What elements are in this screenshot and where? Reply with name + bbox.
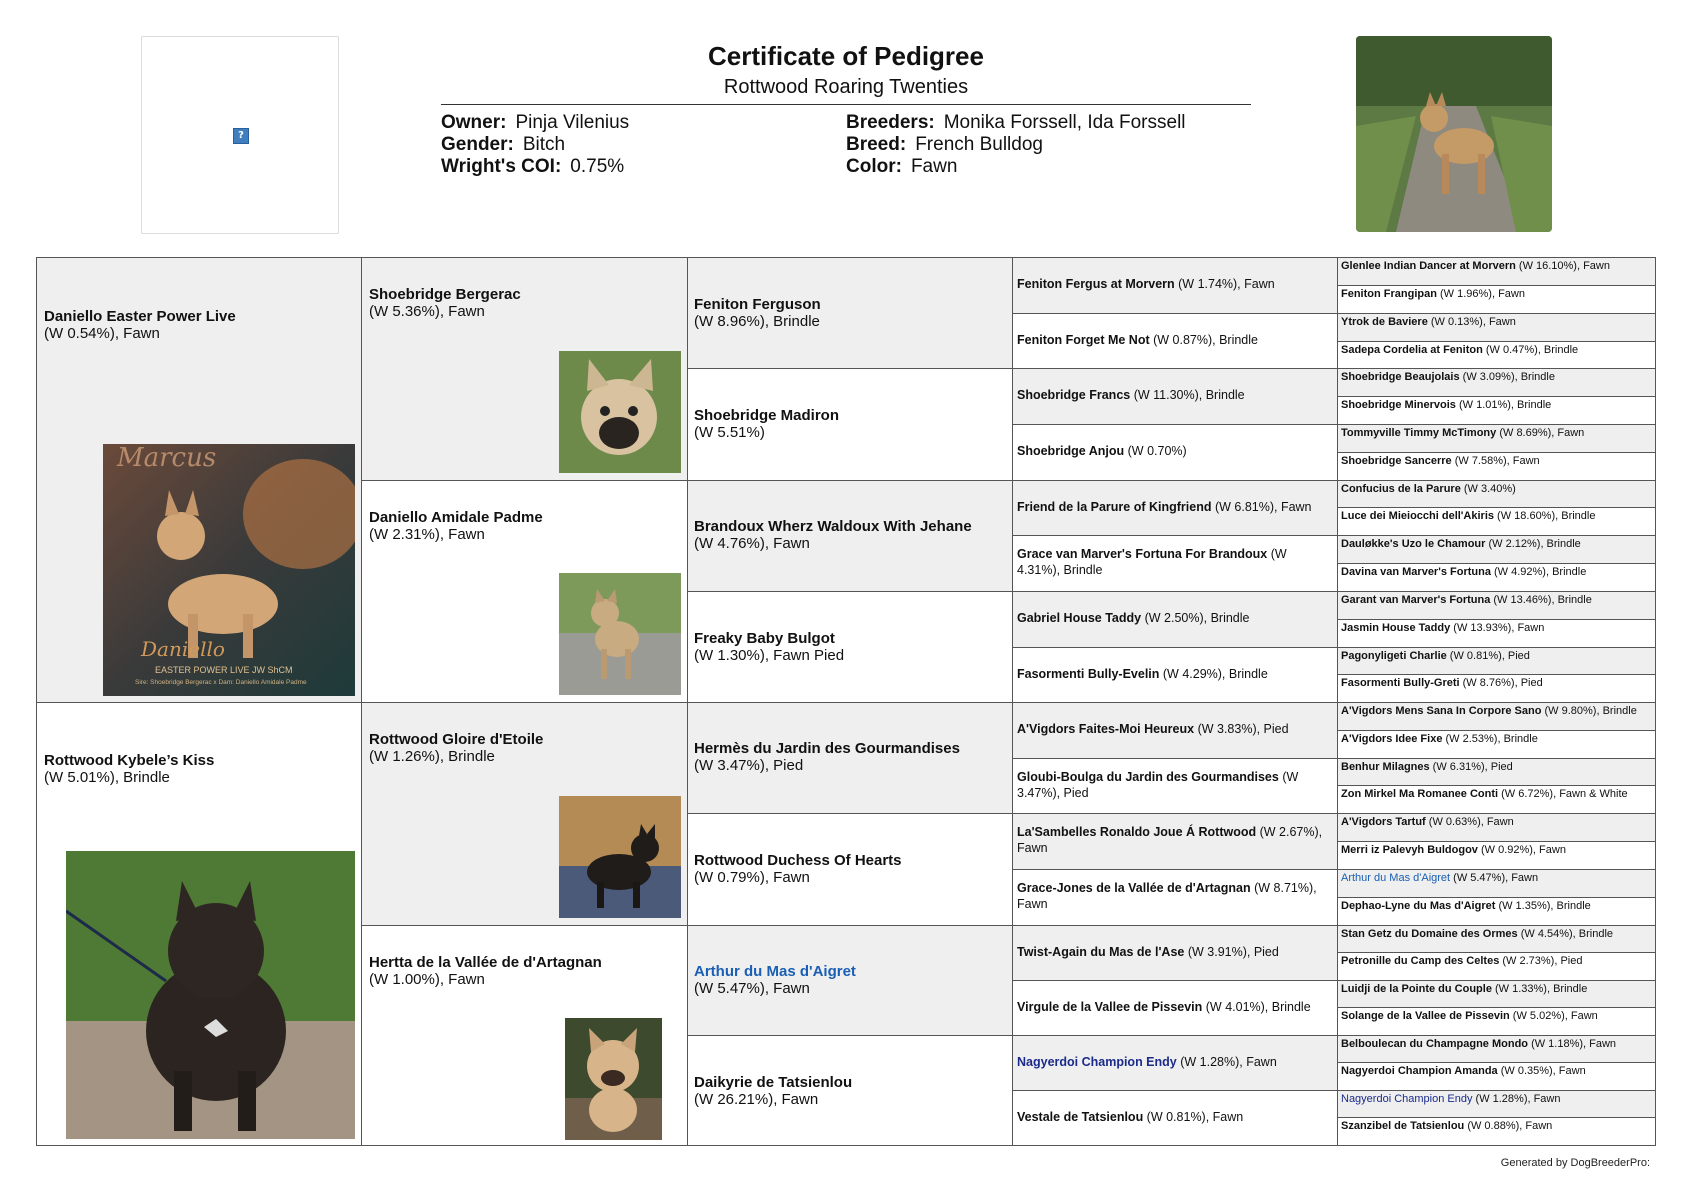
gen5-cell bbox=[1337, 563, 1656, 592]
gen5-cell bbox=[1337, 869, 1656, 898]
grandparent-info: (W 2.31%), Fawn bbox=[369, 526, 485, 543]
gen5-name: Benhur Milagnes bbox=[1341, 761, 1430, 773]
gen5-cell bbox=[1337, 674, 1656, 703]
grandparent-info: (W 1.00%), Fawn bbox=[369, 971, 485, 988]
generated-by-footer: Generated by DogBreederPro: bbox=[1500, 1157, 1650, 1169]
gen5-cell bbox=[1337, 1117, 1656, 1146]
gen4-name: Friend de la Parure of Kingfriend bbox=[1017, 500, 1212, 514]
gen5-name: Glenlee Indian Dancer at Morvern bbox=[1341, 260, 1516, 272]
gp-cell-2 bbox=[361, 480, 688, 703]
gen5-name: Fasormenti Bully-Greti bbox=[1341, 677, 1460, 689]
grandparent-photo bbox=[565, 1018, 662, 1140]
gen5-info: (W 1.33%), Brindle bbox=[1491, 983, 1588, 995]
ggp-info: (W 0.79%), Fawn bbox=[694, 869, 810, 886]
gen4-info: (W 3.83%), Pied bbox=[1194, 722, 1289, 736]
gen5-cell bbox=[1337, 535, 1656, 564]
dam-cell bbox=[36, 702, 362, 1146]
gen5-cell bbox=[1337, 1062, 1656, 1091]
gen5-name: A'Vigdors Idee Fixe bbox=[1341, 733, 1443, 745]
gen5-cell bbox=[1337, 452, 1656, 481]
gen5-info: (W 0.47%), Brindle bbox=[1482, 344, 1579, 356]
gen4-name: Feniton Forget Me Not bbox=[1017, 333, 1150, 347]
color-row bbox=[846, 156, 1186, 178]
gen5-cell bbox=[1337, 424, 1656, 453]
breeders-value: Monika Forssell, Ida Forssell bbox=[943, 112, 1186, 133]
dog-name-subtitle: Rottwood Roaring Twenties bbox=[723, 76, 969, 98]
gen4-name: Gloubi-Boulga du Jardin des Gourmandises bbox=[1017, 770, 1279, 784]
dog-photo bbox=[1356, 36, 1552, 232]
gen4-name: Grace-Jones de la Vallée de d'Artagnan bbox=[1017, 881, 1251, 895]
owner-value: Pinja Vilenius bbox=[515, 112, 630, 133]
ggp-cell bbox=[687, 925, 1013, 1036]
gen4-info: (W 1.28%), Fawn bbox=[1176, 1055, 1277, 1069]
gen5-info: (W 1.28%), Fawn bbox=[1472, 1093, 1561, 1105]
grandparent-info: (W 5.36%), Fawn bbox=[369, 303, 485, 320]
gen4-info: (W 2.50%), Brindle bbox=[1141, 611, 1250, 625]
gen5-cell bbox=[1337, 758, 1656, 786]
breed-row bbox=[846, 134, 1186, 156]
ggp-info: (W 5.51%) bbox=[694, 424, 765, 441]
breeders-label: Breeders: bbox=[846, 112, 935, 133]
gen5-cell bbox=[1337, 925, 1656, 953]
sire-info: (W 0.54%), Fawn bbox=[44, 325, 160, 342]
gen4-cell bbox=[1012, 535, 1338, 592]
gen5-name: Tommyville Timmy McTimony bbox=[1341, 427, 1497, 439]
info-right-column bbox=[846, 112, 1186, 178]
ggp-name: Feniton Ferguson bbox=[694, 296, 821, 313]
ggp-info: (W 4.76%), Fawn bbox=[694, 535, 810, 552]
photo-title-text: EASTER POWER LIVE JW ShCM bbox=[155, 665, 293, 675]
gen5-name: Merri iz Palevyh Buldogov bbox=[1341, 844, 1478, 856]
color-label: Color: bbox=[846, 156, 902, 177]
gen4-name: Shoebridge Francs bbox=[1017, 388, 1131, 402]
ggp-name-link[interactable]: Arthur du Mas d'Aigret bbox=[694, 963, 856, 980]
gen4-cell bbox=[1012, 480, 1338, 536]
gen4-info: (W 1.74%), Fawn bbox=[1174, 277, 1275, 291]
ggp-cell bbox=[687, 480, 1013, 592]
gen5-cell bbox=[1337, 952, 1656, 981]
coi-value: 0.75% bbox=[570, 156, 625, 177]
gen4-name: A'Vigdors Faites-Moi Heureux bbox=[1017, 722, 1195, 736]
gen5-name: Jasmin House Taddy bbox=[1341, 622, 1451, 634]
certificate-title: Certificate of Pedigree bbox=[708, 41, 984, 71]
gen4-name: Vestale de Tatsienlou bbox=[1017, 1110, 1144, 1124]
ggp-info: (W 5.47%), Fawn bbox=[694, 980, 810, 997]
ggp-cell bbox=[687, 368, 1013, 481]
gen5-name-link[interactable]: Nagyerdoi Champion Endy bbox=[1341, 1093, 1473, 1105]
dam-photo bbox=[66, 851, 355, 1139]
gen5-info: (W 6.31%), Pied bbox=[1429, 761, 1513, 773]
gen5-name: Zon Mirkel Ma Romanee Conti bbox=[1341, 788, 1499, 800]
gen4-cell bbox=[1012, 313, 1338, 369]
dam-name: Rottwood Kybele’s Kiss bbox=[44, 752, 215, 769]
gen5-cell bbox=[1337, 507, 1656, 536]
coi-row bbox=[441, 156, 629, 178]
gen4-name: Fasormenti Bully-Evelin bbox=[1017, 667, 1160, 681]
ggp-cell bbox=[687, 702, 1013, 814]
gen5-info: (W 1.35%), Brindle bbox=[1495, 900, 1591, 912]
ggp-name: Rottwood Duchess Of Hearts bbox=[694, 852, 902, 869]
gen5-cell bbox=[1337, 980, 1656, 1008]
sire-photo bbox=[103, 444, 355, 696]
coi-label: Wright's COI: bbox=[441, 156, 562, 177]
gp-cell-3 bbox=[361, 702, 688, 926]
gen4-cell bbox=[1012, 1035, 1338, 1091]
gen4-cell bbox=[1012, 813, 1338, 870]
gen4-name: Shoebridge Anjou bbox=[1017, 444, 1125, 458]
gen5-cell bbox=[1337, 813, 1656, 842]
ggp-name: Shoebridge Madiron bbox=[694, 407, 840, 424]
info-left-column bbox=[441, 112, 629, 178]
gen5-info: (W 4.92%), Brindle bbox=[1490, 566, 1587, 578]
gen5-cell bbox=[1337, 1035, 1656, 1063]
breed-label: Breed: bbox=[846, 134, 907, 155]
gen4-info: (W 11.30%), Brindle bbox=[1130, 388, 1245, 402]
photo-parents-text: Sire: Shoebridge Bergerac x Dam: Daniello Amidale Padme bbox=[135, 679, 307, 686]
dam-info: (W 5.01%), Brindle bbox=[44, 769, 170, 786]
gen5-info: (W 1.01%), Brindle bbox=[1455, 399, 1552, 411]
gen5-name: Nagyerdoi Champion Amanda bbox=[1341, 1065, 1498, 1077]
gen5-cell bbox=[1337, 480, 1656, 508]
gen5-info: (W 2.73%), Pied bbox=[1499, 955, 1583, 967]
gen4-info: (W 6.81%), Fawn bbox=[1211, 500, 1312, 514]
owner-row bbox=[441, 112, 629, 134]
gen5-cell bbox=[1337, 1007, 1656, 1036]
ggp-name: Hermès du Jardin des Gourmandises bbox=[694, 740, 960, 757]
gen4-cell bbox=[1012, 368, 1338, 425]
ggp-cell bbox=[687, 813, 1013, 926]
gen4-info: (W 3.91%), Pied bbox=[1184, 945, 1279, 959]
gen5-info: (W 2.53%), Brindle bbox=[1442, 733, 1538, 745]
gen4-info: (W 4.31%), Brindle bbox=[1017, 547, 1287, 577]
gen4-name: Twist-Again du Mas de l'Ase bbox=[1017, 945, 1185, 959]
gen5-cell bbox=[1337, 591, 1656, 620]
gen5-info: (W 16.10%), Fawn bbox=[1515, 260, 1610, 272]
gen5-name: A'Vigdors Tartuf bbox=[1341, 816, 1426, 828]
gen5-cell bbox=[1337, 730, 1656, 759]
gen5-info: (W 0.35%), Fawn bbox=[1497, 1065, 1586, 1077]
photo-brand-text: Daniello bbox=[141, 637, 225, 661]
photo-script-text: Marcus bbox=[117, 444, 217, 473]
ggp-name: Daikyrie de Tatsienlou bbox=[694, 1074, 853, 1091]
grandparent-name: Shoebridge Bergerac bbox=[369, 286, 521, 303]
grandparent-photo bbox=[559, 573, 681, 695]
gen5-name: Confucius de la Parure bbox=[1341, 483, 1461, 495]
gen4-name: Gabriel House Taddy bbox=[1017, 611, 1142, 625]
ggp-name: Brandoux Wherz Waldoux With Jehane bbox=[694, 518, 972, 535]
gen5-cell bbox=[1337, 897, 1656, 926]
gen5-name: Dephao-Lyne du Mas d'Aigret bbox=[1341, 900, 1496, 912]
grandparent-entry bbox=[369, 954, 602, 988]
gen5-info: (W 18.60%), Brindle bbox=[1494, 510, 1596, 522]
grandparent-entry bbox=[369, 509, 543, 543]
grandparent-name: Rottwood Gloire d'Etoile bbox=[369, 731, 544, 748]
gen5-name: Pagonyligeti Charlie bbox=[1341, 650, 1447, 662]
gen5-name: Ytrok de Baviere bbox=[1341, 316, 1428, 328]
gen5-name: Luce dei Mieiocchi dell'Akiris bbox=[1341, 510, 1494, 522]
gen5-info: (W 0.81%), Pied bbox=[1446, 650, 1530, 662]
certificate-header bbox=[441, 40, 1251, 100]
gen5-info: (W 5.02%), Fawn bbox=[1509, 1010, 1598, 1022]
gender-row bbox=[441, 134, 629, 156]
gen4-info: (W 4.29%), Brindle bbox=[1159, 667, 1268, 681]
gen4-info: (W 0.87%), Brindle bbox=[1149, 333, 1258, 347]
gender-value: Bitch bbox=[522, 134, 566, 155]
gen5-info: (W 0.13%), Fawn bbox=[1427, 316, 1516, 328]
gen5-name: Luidji de la Pointe du Couple bbox=[1341, 983, 1492, 995]
breed-value: French Bulldog bbox=[915, 134, 1043, 155]
breeders-row bbox=[846, 112, 1186, 134]
gen5-name: Sadepa Cordelia at Feniton bbox=[1341, 344, 1483, 356]
gen5-name: Dauløkke's Uzo le Chamour bbox=[1341, 538, 1486, 550]
gen5-info: (W 6.72%), Fawn & White bbox=[1498, 788, 1628, 800]
gen4-cell bbox=[1012, 1090, 1338, 1146]
gen5-name: Solange de la Vallee de Pissevin bbox=[1341, 1010, 1510, 1022]
ggp-cell bbox=[687, 257, 1013, 369]
gen5-cell bbox=[1337, 647, 1656, 675]
gen5-name: Belboulecan du Champagne Mondo bbox=[1341, 1038, 1529, 1050]
gen5-info: (W 1.96%), Fawn bbox=[1436, 288, 1525, 300]
gen4-name: Feniton Fergus at Morvern bbox=[1017, 277, 1175, 291]
gen5-cell bbox=[1337, 702, 1656, 731]
gen5-info: (W 1.18%), Fawn bbox=[1528, 1038, 1617, 1050]
gen4-cell bbox=[1012, 980, 1338, 1036]
owner-label: Owner: bbox=[441, 112, 507, 133]
gen4-cell bbox=[1012, 702, 1338, 759]
broken-image-icon: ? bbox=[233, 128, 249, 144]
dam-entry bbox=[44, 752, 214, 786]
grandparent-name: Daniello Amidale Padme bbox=[369, 509, 543, 526]
gen4-info: (W 0.70%) bbox=[1124, 444, 1187, 458]
gen4-info: (W 8.71%), Fawn bbox=[1017, 881, 1317, 911]
ggp-name: Freaky Baby Bulgot bbox=[694, 630, 835, 647]
gen5-cell bbox=[1337, 257, 1656, 286]
gen4-name-link[interactable]: Nagyerdoi Champion Endy bbox=[1017, 1055, 1177, 1069]
grandparent-photo bbox=[559, 351, 681, 473]
color-value: Fawn bbox=[910, 156, 958, 177]
ggp-cell bbox=[687, 1035, 1013, 1146]
gen5-info: (W 3.40%) bbox=[1460, 483, 1516, 495]
ggp-info: (W 3.47%), Pied bbox=[694, 757, 804, 774]
gen5-info: (W 13.93%), Fawn bbox=[1450, 622, 1545, 634]
gen4-name: Grace van Marver's Fortuna For Brandoux bbox=[1017, 547, 1268, 561]
gen5-info: (W 13.46%), Brindle bbox=[1490, 594, 1592, 606]
gen5-cell bbox=[1337, 841, 1656, 870]
ggp-info: (W 8.96%), Brindle bbox=[694, 313, 820, 330]
gen5-cell bbox=[1337, 368, 1656, 397]
gen5-info: (W 0.92%), Fawn bbox=[1477, 844, 1566, 856]
gen5-info: (W 3.09%), Brindle bbox=[1459, 371, 1555, 383]
gen4-info: (W 2.67%), Fawn bbox=[1017, 825, 1323, 855]
gen5-name: Garant van Marver's Fortuna bbox=[1341, 594, 1491, 606]
gen5-cell bbox=[1337, 341, 1656, 369]
gen4-cell bbox=[1012, 591, 1338, 648]
gen4-info: (W 4.01%), Brindle bbox=[1202, 1000, 1311, 1014]
ggp-info: (W 1.30%), Fawn Pied bbox=[694, 647, 845, 664]
gen4-cell bbox=[1012, 758, 1338, 814]
gp-cell-1 bbox=[361, 257, 688, 481]
gen4-cell bbox=[1012, 424, 1338, 481]
ggp-info: (W 26.21%), Fawn bbox=[694, 1091, 819, 1108]
gen5-cell bbox=[1337, 1090, 1656, 1118]
gen5-name: Shoebridge Sancerre bbox=[1341, 455, 1452, 467]
gen5-info: (W 4.54%), Brindle bbox=[1517, 928, 1614, 940]
gen4-name: La'Sambelles Ronaldo Joue Á Rottwood bbox=[1017, 825, 1257, 839]
gen4-info: (W 0.81%), Fawn bbox=[1143, 1110, 1244, 1124]
gp-cell-4 bbox=[361, 925, 688, 1146]
gen5-cell bbox=[1337, 619, 1656, 648]
gen5-cell bbox=[1337, 396, 1656, 425]
grandparent-entry bbox=[369, 286, 521, 320]
header-divider bbox=[441, 104, 1251, 105]
gen5-name-link[interactable]: Arthur du Mas d'Aigret bbox=[1341, 872, 1451, 884]
gen5-cell bbox=[1337, 785, 1656, 814]
grandparent-photo bbox=[559, 796, 681, 918]
gen5-cell bbox=[1337, 285, 1656, 314]
gen5-info: (W 2.12%), Brindle bbox=[1485, 538, 1581, 550]
gender-label: Gender: bbox=[441, 134, 514, 155]
sire-cell bbox=[36, 257, 362, 703]
sire-name: Daniello Easter Power Live bbox=[44, 308, 236, 325]
gen4-name: Virgule de la Vallee de Pissevin bbox=[1017, 1000, 1203, 1014]
gen5-info: (W 8.69%), Fawn bbox=[1496, 427, 1585, 439]
grandparent-name: Hertta de la Vallée de d'Artagnan bbox=[369, 954, 602, 971]
gen4-cell bbox=[1012, 257, 1338, 314]
ggp-cell bbox=[687, 591, 1013, 703]
gen4-info: (W 3.47%), Pied bbox=[1017, 770, 1299, 800]
gen4-cell bbox=[1012, 647, 1338, 703]
gen4-cell bbox=[1012, 869, 1338, 926]
grandparent-entry bbox=[369, 731, 543, 765]
sire-entry bbox=[44, 308, 236, 342]
gen5-cell bbox=[1337, 313, 1656, 342]
gen5-name: Feniton Frangipan bbox=[1341, 288, 1437, 300]
gen5-info: (W 7.58%), Fawn bbox=[1451, 455, 1540, 467]
gen5-info: (W 8.76%), Pied bbox=[1459, 677, 1543, 689]
gen5-name: Stan Getz du Domaine des Ormes bbox=[1341, 928, 1518, 940]
gen5-name: Szanzibel de Tatsienlou bbox=[1341, 1120, 1465, 1132]
gen5-name: Shoebridge Minervois bbox=[1341, 399, 1456, 411]
pedigree-table bbox=[36, 257, 1656, 1146]
gen5-name: Shoebridge Beaujolais bbox=[1341, 371, 1460, 383]
gen5-name: A'Vigdors Mens Sana In Corpore Sano bbox=[1341, 705, 1542, 717]
gen5-info: (W 0.88%), Fawn bbox=[1464, 1120, 1553, 1132]
kennel-logo-placeholder bbox=[141, 36, 339, 234]
grandparent-info: (W 1.26%), Brindle bbox=[369, 748, 495, 765]
gen5-info: (W 5.47%), Fawn bbox=[1450, 872, 1539, 884]
gen5-info: (W 9.80%), Brindle bbox=[1541, 705, 1637, 717]
gen5-name: Davina van Marver's Fortuna bbox=[1341, 566, 1491, 578]
gen5-name: Petronille du Camp des Celtes bbox=[1341, 955, 1500, 967]
gen4-cell bbox=[1012, 925, 1338, 981]
gen5-info: (W 0.63%), Fawn bbox=[1425, 816, 1514, 828]
